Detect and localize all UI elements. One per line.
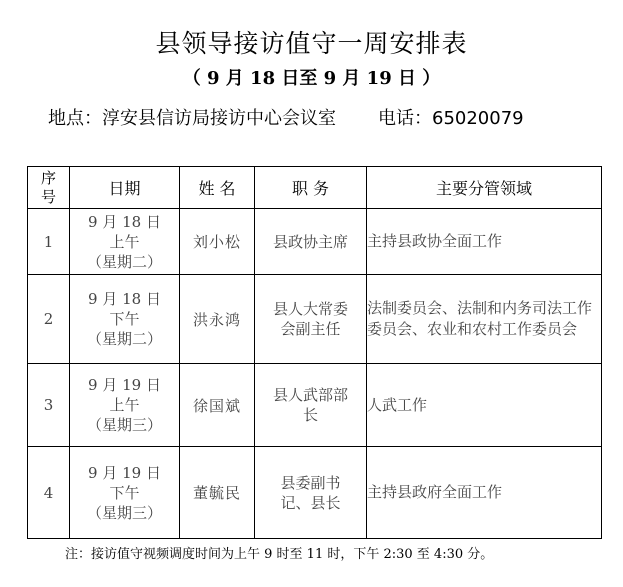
row-name: 洪永鸿 [180, 275, 255, 364]
row-area: 主持县政府全面工作 [367, 447, 602, 539]
row-post: 县人武部部 长 [255, 364, 367, 447]
row-num: 4 [28, 447, 70, 539]
header-area: 主要分管领域 [367, 167, 602, 209]
location-label: 地点：淳安县信访局接访中心会议室 [48, 108, 336, 129]
row-date: 9 月 18 日 上午 （星期二） [70, 209, 180, 275]
row-num: 2 [28, 275, 70, 364]
row-date: 9 月 18 日 下午 （星期二） [70, 275, 180, 364]
row-name: 董毓民 [180, 447, 255, 539]
header-num: 序 号 [28, 167, 70, 209]
header-name: 姓 名 [180, 167, 255, 209]
row-area: 主持县政协全面工作 [367, 209, 602, 275]
table-header-row [28, 167, 602, 209]
row-post: 县政协主席 [255, 209, 367, 275]
row-date: 9 月 19 日 下午 （星期三） [70, 447, 180, 539]
row-date: 9 月 19 日 上午 （星期三） [70, 364, 180, 447]
row-area: 法制委员会、法制和内务司法工作委员会、农业和农村工作委员会 [367, 275, 602, 364]
table-row [28, 447, 602, 539]
header-date: 日期 [70, 167, 180, 209]
row-post: 县人大常委 会副主任 [255, 275, 367, 364]
row-post: 县委副书 记、县长 [255, 447, 367, 539]
page-title: 县领导接访值守一周安排表 [155, 29, 468, 58]
footnote: 注：接访值守视频调度时间为上午 9 时至 11 时，下午 2:30 至 4:30 分。 [65, 547, 494, 562]
table-row [28, 364, 602, 447]
table-row [28, 209, 602, 275]
row-num: 1 [28, 209, 70, 275]
row-area: 人武工作 [367, 364, 602, 447]
date-range-subtitle: （ 9 月 18 日至 9 月 19 日 ） [182, 68, 441, 89]
location-phone-line [48, 104, 524, 130]
table-row [28, 275, 602, 364]
row-num: 3 [28, 364, 70, 447]
schedule-table [27, 166, 602, 539]
row-name: 徐国斌 [180, 364, 255, 447]
row-name: 刘小松 [180, 209, 255, 275]
phone-label: 电话：65020079 [378, 108, 524, 129]
header-post: 职 务 [255, 167, 367, 209]
